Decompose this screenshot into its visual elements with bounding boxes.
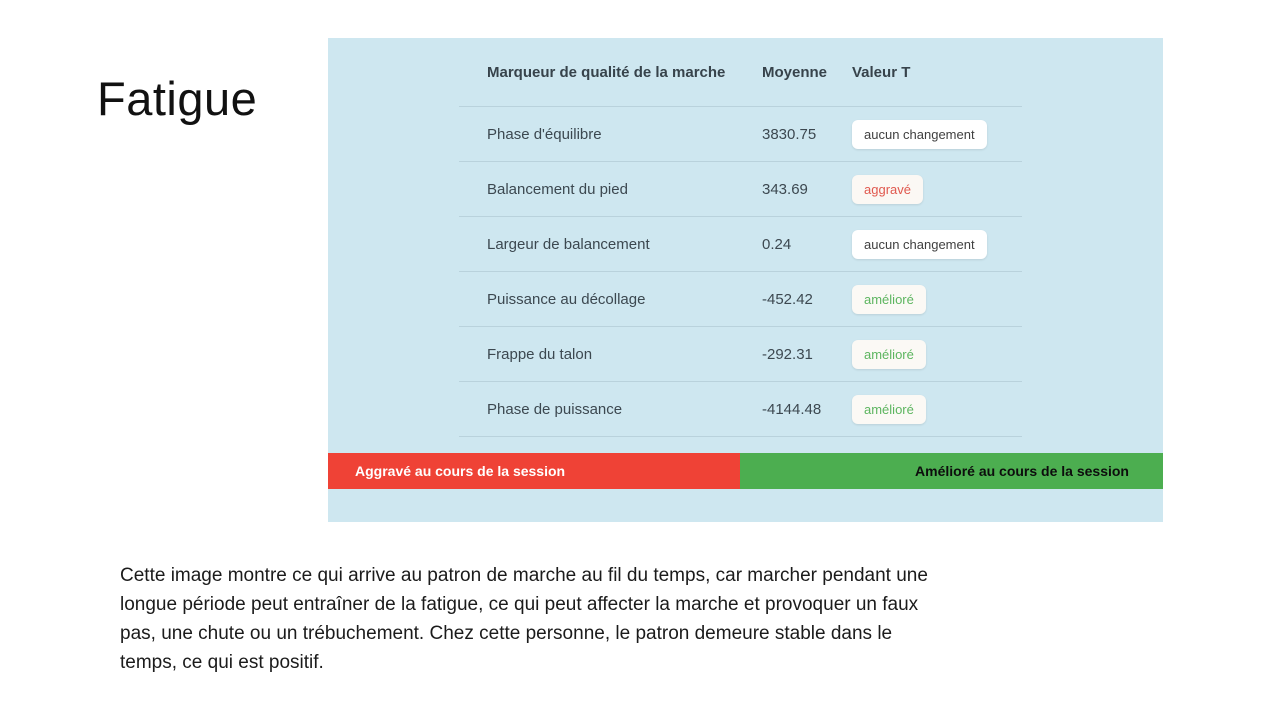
legend-bar xyxy=(328,453,1163,489)
mean-value: 3830.75 xyxy=(762,125,817,143)
table-row xyxy=(459,382,1022,437)
t-value-badge: aucun changement xyxy=(852,120,987,149)
mean-value: -292.31 xyxy=(762,345,813,363)
description-line: pas, une chute ou un trébuchement. Chez cette personne, le patron demeure stable dans le xyxy=(120,623,893,644)
table-row xyxy=(459,107,1022,162)
description-line: longue période peut entraîner de la fatigue, ce qui peut affecter la marche et provoquer un faux xyxy=(120,594,919,615)
mean-value: -4144.48 xyxy=(762,400,822,418)
t-value-badge: amélioré xyxy=(852,340,926,369)
header-t-value: Valeur T xyxy=(852,63,911,81)
header-mean: Moyenne xyxy=(762,63,828,81)
marker-label: Puissance au décollage xyxy=(487,290,646,308)
mean-value: 343.69 xyxy=(762,180,808,198)
gait-quality-panel xyxy=(328,38,1163,522)
table-row xyxy=(459,272,1022,327)
table-row xyxy=(459,327,1022,382)
marker-label: Phase de puissance xyxy=(487,400,623,418)
table-header-row xyxy=(459,38,1022,107)
t-value-badge: amélioré xyxy=(852,395,926,424)
t-value-badge: aggravé xyxy=(852,175,923,204)
legend-improved: Amélioré au cours de la session xyxy=(740,453,1163,489)
legend-worsened: Aggravé au cours de la session xyxy=(328,453,740,489)
mean-value: 0.24 xyxy=(762,235,792,253)
marker-label: Largeur de balancement xyxy=(487,235,650,253)
slide-title: Fatigue xyxy=(97,72,258,125)
description-line: Cette image montre ce qui arrive au patron de marche au fil du temps, car marcher pendant une xyxy=(120,565,928,586)
table-row xyxy=(459,162,1022,217)
marker-label: Frappe du talon xyxy=(487,345,593,363)
marker-label: Phase d'équilibre xyxy=(487,125,602,143)
marker-label: Balancement du pied xyxy=(487,180,628,198)
gait-quality-table xyxy=(459,38,1022,437)
t-value-badge: amélioré xyxy=(852,285,926,314)
header-marker: Marqueur de qualité de la marche xyxy=(487,63,726,81)
slide-description xyxy=(120,561,1130,677)
t-value-badge: aucun changement xyxy=(852,230,987,259)
table-row xyxy=(459,217,1022,272)
description-line: temps, ce qui est positif. xyxy=(120,652,324,673)
mean-value: -452.42 xyxy=(762,290,813,308)
